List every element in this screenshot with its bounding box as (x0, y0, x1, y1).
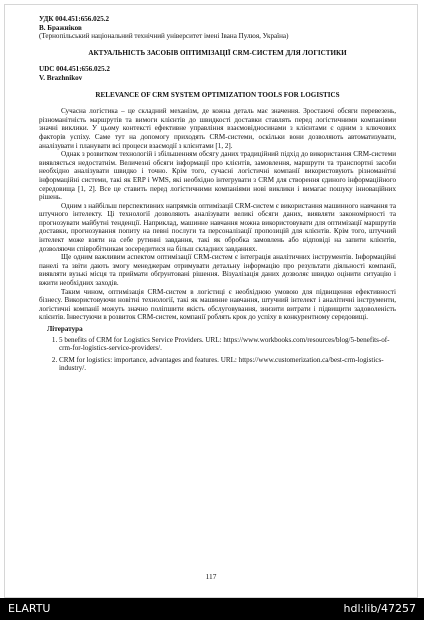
udc-ua: УДК 004.451:656.025.2 (39, 15, 110, 23)
reference-item: 1. 5 benefits of CRM for Logistics Service Providers. URL: https://www.workbooks.com/resources/blog/5-benefits-of-crm-for-logistics-service-providers/. (59, 336, 396, 353)
paragraph-4: Ще одним важливим аспектом оптимізації CRM-систем є інтеграція аналітичних інструментів. Інформаційні панелі та звіти дають змогу менеджерам отримувати детальну інформацію про результати діяльності компанії, виявляти вузькі місця та приймати обґрунтовані рішення. Візуалізація даних дозволяє швидко оцінити ситуацію і вжити необхідних заходів. (39, 253, 396, 288)
author-ua: В. Бражніков (39, 23, 82, 32)
affiliation-ua: (Тернопільський національний технічний університет імені Івана Пулюя, Україна) (39, 32, 289, 41)
repository-footer (0, 598, 424, 620)
footer-handle: hdl:lib/47257 (343, 602, 416, 615)
footer-brand: ELARTU (8, 602, 51, 615)
paragraph-3: Одним з найбільш перспективних напрямків оптимізації CRM-систем є використання машинного навчання та штучного інтелекту. Ці технології дозволяють аналізувати великі обсяги даних, виявляти закономірності та прогнозувати майбутні тенденції. Наприклад, машинне навчання можна використовувати для оптимізації маршрутів доставки, прогнозування попиту на певні послуги та персоналізації пропозицій для клієнтів. Крім того, штучний інтелект може взяти на себе рутинні завдання, такі як обробка замовлень або відповіді на запити клієнтів, дозволяючи співробітникам зосередитися на більш складних завданнях. (39, 201, 396, 253)
paragraph-5: Таким чином, оптимізація CRM-систем в логістиці є необхідною умовою для підвищення ефективності бізнесу. Використовуючи новітні технології, такі як машинне навчання, штучний інтелект і аналітичні інструменти, логістичні компанії можуть значно поліпшити якість обслуговування, знизити витрати і підвищити задоволеність клієнтів. Інвестуючи в розвиток CRM-систем, компанії роблять крок до успіху в конкурентному середовищі. (39, 287, 396, 322)
reference-item: 2. CRM for logistics: importance, advantages and features. URL: https://www.customerization.ca/best-crm-logistics-industry/. (59, 356, 396, 373)
title-en: RELEVANCE OF CRM SYSTEM OPTIMIZATION TOOLS FOR LOGISTICS (95, 90, 340, 99)
paragraph-1: Сучасна логістика – це складний механізм, де кожна деталь має значення. Зростаючі обсяги перевезень, різноманітність маршрутів та вимоги клієнтів до швидкості доставки ставлять перед логістичними компаніями значні виклики. У цьому контексті ефективне управління взаємовідносинами з клієнтами є одним з ключових факторів успіху. Саме тут на допомогу приходять CRM-системи, оскільки вони дозволяють автоматизувати, аналізувати і планувати всі процеси взаємодії з клієнтами [1, 2]. (39, 107, 396, 150)
udc-en: UDC 004.451:656.025.2 (39, 65, 110, 74)
title-ua: АКТУАЛЬНІСТЬ ЗАСОБІВ ОПТИМІЗАЦІЇ CRM-СИСТЕМ ДЛЯ ЛОГІСТИКИ (88, 48, 347, 57)
page-number: 117 (205, 572, 217, 581)
references-heading: Література (47, 325, 83, 333)
document-page (4, 4, 418, 598)
paragraph-2: Однак з розвитком технологій і збільшенням обсягу даних традиційний підхід до використання CRM-системи виявляється недостатнім. Величезні обсяги інформації про клієнтів, замовлення, маршрути та транспортні засоби необхідно аналізувати швидко і точно. Крім того, сучасні логістичні компанії використовують різноманітні інформаційні системи, такі як ERP і WMS, які необхідно інтегрувати з CRM для створення єдиного інформаційного середовища [1, 2]. Все це ставить перед логістичними компаніями нові виклики і вимагає пошуку інноваційних рішень. (39, 150, 396, 202)
references-list (39, 336, 396, 373)
page-content (39, 15, 396, 376)
author-en: V. Brazhnikov (39, 73, 83, 82)
